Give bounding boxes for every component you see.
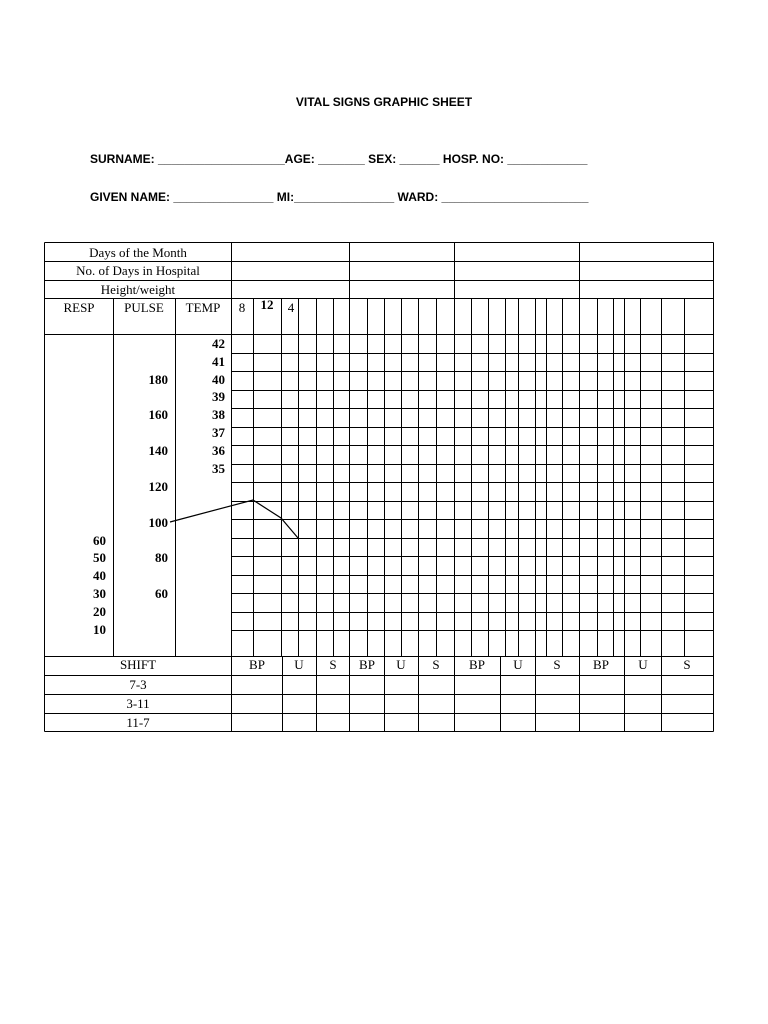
temp-scale-label: 36 xyxy=(212,443,225,458)
temp-column-header: TEMP xyxy=(185,300,221,315)
time-label-4: 4 xyxy=(287,300,295,315)
shift-header-bp: BP xyxy=(469,657,485,672)
shift-row-label: 7-3 xyxy=(129,677,147,692)
pulse-scale-label: 80 xyxy=(155,550,168,565)
temp-scale-label: 38 xyxy=(212,407,225,422)
shift-header-s: S xyxy=(329,657,337,672)
shift-header-u: U xyxy=(294,657,304,672)
row-label-days-in-hospital: No. of Days in Hospital xyxy=(76,263,200,278)
shift-header-u: U xyxy=(396,657,406,672)
pulse-scale-label: 140 xyxy=(148,443,168,458)
sheet-title: VITAL SIGNS GRAPHIC SHEET xyxy=(295,95,473,109)
pulse-scale-label: 160 xyxy=(148,407,168,422)
pulse-scale-label: 180 xyxy=(148,372,168,387)
temp-scale-label: 37 xyxy=(212,425,225,440)
shift-row-label: 11-7 xyxy=(126,715,150,730)
shift-header-bp: BP xyxy=(593,657,609,672)
pulse-scale-label: 100 xyxy=(148,515,168,530)
shift-header-s: S xyxy=(553,657,561,672)
patient-info-line-2: GIVEN NAME: _______________ MI:_______________ WARD: ______________________ xyxy=(90,190,589,204)
temp-scale-label: 42 xyxy=(212,336,225,351)
resp-scale-label: 60 xyxy=(93,533,106,548)
temp-scale-label: 35 xyxy=(212,461,225,476)
row-label-days-of-month: Days of the Month xyxy=(89,245,187,260)
shift-header-bp: BP xyxy=(249,657,265,672)
time-label-8: 8 xyxy=(238,300,246,315)
temp-scale-label: 40 xyxy=(212,372,225,387)
shift-label: SHIFT xyxy=(119,657,157,672)
resp-scale-label: 30 xyxy=(93,586,106,601)
patient-info-line-1: SURNAME: ___________________AGE: _______ SEX: ______ HOSP. NO: ____________ xyxy=(90,152,588,166)
shift-header-s: S xyxy=(683,657,691,672)
pulse-column-header: PULSE xyxy=(124,300,164,315)
resp-scale-label: 50 xyxy=(93,550,106,565)
shift-header-u: U xyxy=(513,657,523,672)
shift-row-label: 3-11 xyxy=(126,696,150,711)
resp-scale-label: 20 xyxy=(93,604,106,619)
temp-scale-label: 41 xyxy=(212,354,225,369)
shift-header-s: S xyxy=(432,657,440,672)
pulse-scale-label: 60 xyxy=(155,586,168,601)
shift-header-u: U xyxy=(638,657,648,672)
temp-scale-label: 39 xyxy=(212,389,225,404)
resp-scale-label: 40 xyxy=(93,568,106,583)
row-label-height-weight: Height/weight xyxy=(100,282,176,297)
resp-column-header: RESP xyxy=(63,300,95,315)
resp-scale-label: 10 xyxy=(93,622,106,637)
time-label-12: 12 xyxy=(260,297,274,312)
shift-header-bp: BP xyxy=(359,657,375,672)
pulse-scale-label: 120 xyxy=(148,479,168,494)
